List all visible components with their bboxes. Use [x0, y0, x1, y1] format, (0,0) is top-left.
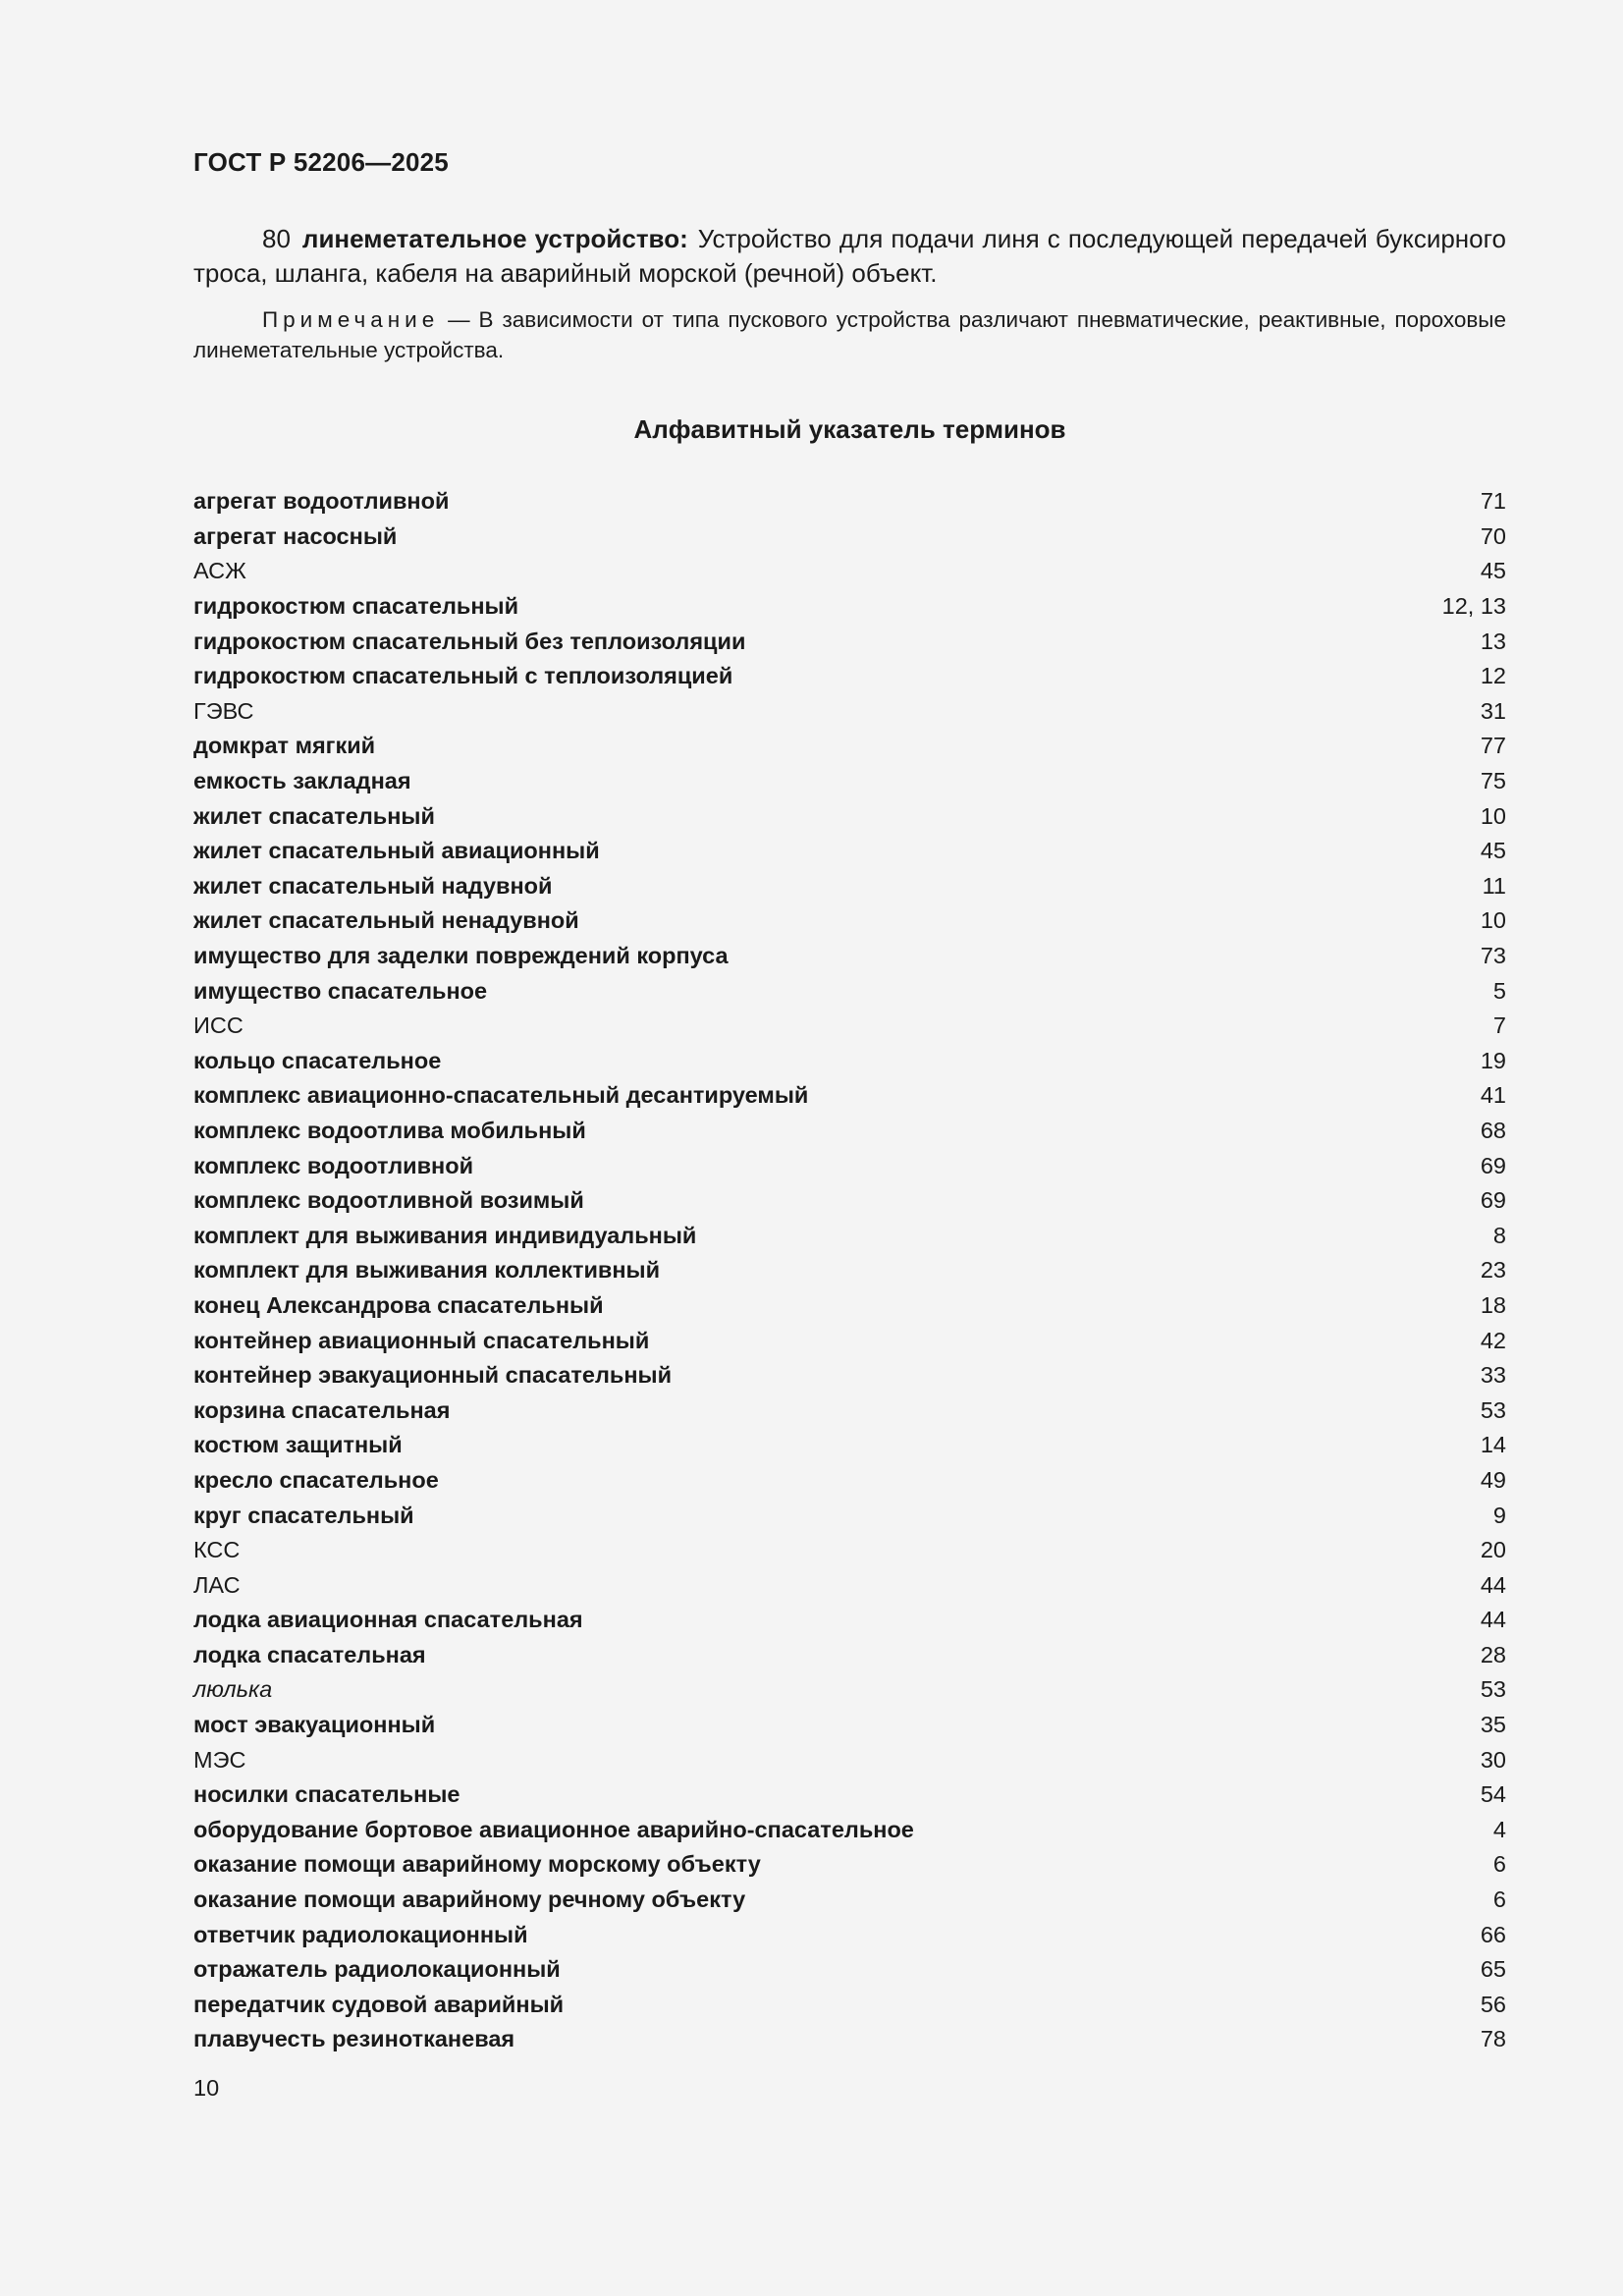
term-number: 80 — [262, 224, 291, 253]
index-entry — [193, 1428, 1506, 1463]
index-ref: 11 — [1482, 872, 1506, 899]
index-term: плавучесть резинотканевая — [193, 2026, 515, 2052]
index-term: имущество спасательное — [193, 977, 488, 1004]
index-ref: 31 — [1480, 697, 1506, 724]
index-term: КСС — [193, 1537, 241, 1563]
term-name: линеметательное устройство: — [301, 224, 688, 253]
index-entry — [193, 1708, 1506, 1743]
index-entry — [193, 1078, 1506, 1114]
index-entry — [193, 973, 1506, 1009]
index-term: гидрокостюм спасательный — [193, 593, 519, 620]
index-term: комплект для выживания коллективный — [193, 1257, 661, 1284]
term-text: Устройство для подачи линя с последующей передачей буксирного троса, шланга, кабеля на аварийный морской (речной) объект. — [193, 224, 1506, 288]
index-entry — [193, 1498, 1506, 1533]
index-term: АСЖ — [193, 558, 246, 584]
index-entry — [193, 1393, 1506, 1428]
index-term: гидрокостюм спасательный без теплоизоляции — [193, 628, 746, 654]
index-ref: 30 — [1480, 1746, 1506, 1773]
index-entry — [193, 1253, 1506, 1288]
index-term: кольцо спасательное — [193, 1047, 442, 1073]
index-ref: 71 — [1480, 488, 1506, 515]
index-entry — [193, 903, 1506, 939]
index-ref: 78 — [1480, 2026, 1506, 2052]
index-entry — [193, 519, 1506, 555]
index-ref: 6 — [1492, 1851, 1506, 1878]
index-term: агрегат водоотливной — [193, 488, 450, 515]
index-ref: 77 — [1480, 733, 1506, 759]
index-ref: 66 — [1480, 1921, 1506, 1947]
index-entry — [193, 1883, 1506, 1918]
index-term: кресло спасательное — [193, 1466, 439, 1493]
index-ref: 10 — [1480, 907, 1506, 934]
index-ref: 35 — [1480, 1712, 1506, 1738]
index-entry — [193, 1183, 1506, 1219]
index-term: лодка спасательная — [193, 1641, 426, 1667]
index-ref: 45 — [1480, 558, 1506, 584]
index-entry — [193, 484, 1506, 519]
index-term: носилки спасательные — [193, 1781, 460, 1808]
index-term: костюм защитный — [193, 1432, 403, 1458]
index-term: ответчик радиолокационный — [193, 1921, 528, 1947]
index-term: комплекс водоотливной возимый — [193, 1187, 584, 1214]
index-term: корзина спасательная — [193, 1396, 451, 1423]
index-term: контейнер авиационный спасательный — [193, 1327, 650, 1353]
index-ref: 53 — [1480, 1396, 1506, 1423]
index-ref: 68 — [1480, 1117, 1506, 1143]
index-entry — [193, 1009, 1506, 1044]
index-ref: 4 — [1492, 1816, 1506, 1842]
index-entry — [193, 869, 1506, 904]
index-entry — [193, 1288, 1506, 1324]
index-term: жилет спасательный — [193, 802, 435, 829]
index-ref: 45 — [1480, 838, 1506, 864]
index-ref: 56 — [1480, 1991, 1506, 2017]
index-ref: 69 — [1480, 1187, 1506, 1214]
index-entry — [193, 1917, 1506, 1952]
index-term: оказание помощи аварийному морскому объекту — [193, 1851, 761, 1878]
index-entry — [193, 1603, 1506, 1638]
term-definition — [193, 222, 1506, 291]
note — [193, 304, 1506, 365]
index-term: домкрат мягкий — [193, 733, 376, 759]
index-entry — [193, 1218, 1506, 1253]
index-entry — [193, 1952, 1506, 1988]
index-entry — [193, 1533, 1506, 1568]
index-ref: 41 — [1480, 1082, 1506, 1109]
document-page — [193, 0, 1506, 2296]
index-ref: 5 — [1492, 977, 1506, 1004]
index-ref: 9 — [1492, 1502, 1506, 1528]
index-term: емкость закладная — [193, 768, 411, 794]
page-number: 10 — [193, 2075, 220, 2101]
index-ref: 8 — [1492, 1222, 1506, 1248]
index-entry — [193, 798, 1506, 834]
note-label: Примечание — [262, 307, 440, 332]
index-term: лодка авиационная спасательная — [193, 1607, 583, 1633]
index-term: контейнер эвакуационный спасательный — [193, 1362, 673, 1389]
index-term: оборудование бортовое авиационное аварийно-спасательное — [193, 1816, 914, 1842]
index-term: ГЭВС — [193, 697, 254, 724]
index-ref: 23 — [1480, 1257, 1506, 1284]
index-title: Алфавитный указатель терминов — [633, 414, 1066, 444]
index-term: агрегат насосный — [193, 522, 398, 549]
index-entry — [193, 1988, 1506, 2023]
index-entry — [193, 1638, 1506, 1673]
index-term: отражатель радиолокационный — [193, 1956, 561, 1983]
index-term: мост эвакуационный — [193, 1712, 436, 1738]
index-ref: 18 — [1480, 1291, 1506, 1318]
index-ref: 12, 13 — [1441, 593, 1506, 620]
index-term: конец Александрова спасательный — [193, 1291, 604, 1318]
index-term: МЭС — [193, 1746, 246, 1773]
index-term: жилет спасательный надувной — [193, 872, 553, 899]
index-ref: 7 — [1492, 1012, 1506, 1039]
index-entry — [193, 1813, 1506, 1848]
index-ref: 69 — [1480, 1152, 1506, 1178]
index-entry — [193, 624, 1506, 659]
index-entry — [193, 1114, 1506, 1149]
index-ref: 54 — [1480, 1781, 1506, 1808]
index-entry — [193, 1148, 1506, 1183]
index-entry — [193, 1672, 1506, 1708]
index-ref: 70 — [1480, 522, 1506, 549]
index-term: комплект для выживания индивидуальный — [193, 1222, 697, 1248]
index-ref: 73 — [1480, 943, 1506, 969]
index-entry — [193, 764, 1506, 799]
index-entry — [193, 1044, 1506, 1079]
term-index — [193, 484, 1506, 2057]
index-ref: 13 — [1480, 628, 1506, 654]
document-header: ГОСТ Р 52206—2025 — [193, 147, 449, 177]
index-term: люлька — [193, 1676, 273, 1703]
index-ref: 33 — [1480, 1362, 1506, 1389]
index-term: гидрокостюм спасательный с теплоизоляцией — [193, 663, 733, 689]
index-entry — [193, 1567, 1506, 1603]
index-ref: 10 — [1480, 802, 1506, 829]
index-term: ЛАС — [193, 1571, 241, 1598]
note-text: — В зависимости от типа пускового устройства различают пневматические, реактивные, пороховые линеметательные устройства. — [193, 307, 1506, 362]
index-entry — [193, 694, 1506, 730]
index-ref: 6 — [1492, 1886, 1506, 1913]
index-ref: 44 — [1480, 1607, 1506, 1633]
index-term: оказание помощи аварийному речному объекту — [193, 1886, 746, 1913]
index-term: комплекс водоотлива мобильный — [193, 1117, 586, 1143]
index-term: комплекс водоотливной — [193, 1152, 474, 1178]
index-ref: 49 — [1480, 1466, 1506, 1493]
index-entry — [193, 659, 1506, 694]
index-entry — [193, 939, 1506, 974]
index-ref: 20 — [1480, 1537, 1506, 1563]
index-entry — [193, 1742, 1506, 1777]
index-term: круг спасательный — [193, 1502, 414, 1528]
index-ref: 65 — [1480, 1956, 1506, 1983]
index-term: жилет спасательный авиационный — [193, 838, 600, 864]
index-entry — [193, 834, 1506, 869]
index-entry — [193, 1323, 1506, 1358]
index-term: жилет спасательный ненадувной — [193, 907, 579, 934]
index-entry — [193, 1777, 1506, 1813]
index-term: имущество для заделки повреждений корпуса — [193, 943, 729, 969]
index-ref: 75 — [1480, 768, 1506, 794]
index-ref: 14 — [1480, 1432, 1506, 1458]
index-entry — [193, 2022, 1506, 2057]
index-entry — [193, 589, 1506, 625]
index-entry — [193, 1463, 1506, 1499]
index-ref: 42 — [1480, 1327, 1506, 1353]
index-entry — [193, 1358, 1506, 1394]
index-entry — [193, 554, 1506, 589]
index-ref: 12 — [1480, 663, 1506, 689]
index-entry — [193, 1847, 1506, 1883]
index-term: комплекс авиационно-спасательный десантируемый — [193, 1082, 809, 1109]
index-ref: 53 — [1480, 1676, 1506, 1703]
index-ref: 28 — [1480, 1641, 1506, 1667]
index-entry — [193, 729, 1506, 764]
index-ref: 19 — [1480, 1047, 1506, 1073]
index-term: передатчик судовой аварийный — [193, 1991, 565, 2017]
index-term: ИСС — [193, 1012, 243, 1039]
index-ref: 44 — [1480, 1571, 1506, 1598]
